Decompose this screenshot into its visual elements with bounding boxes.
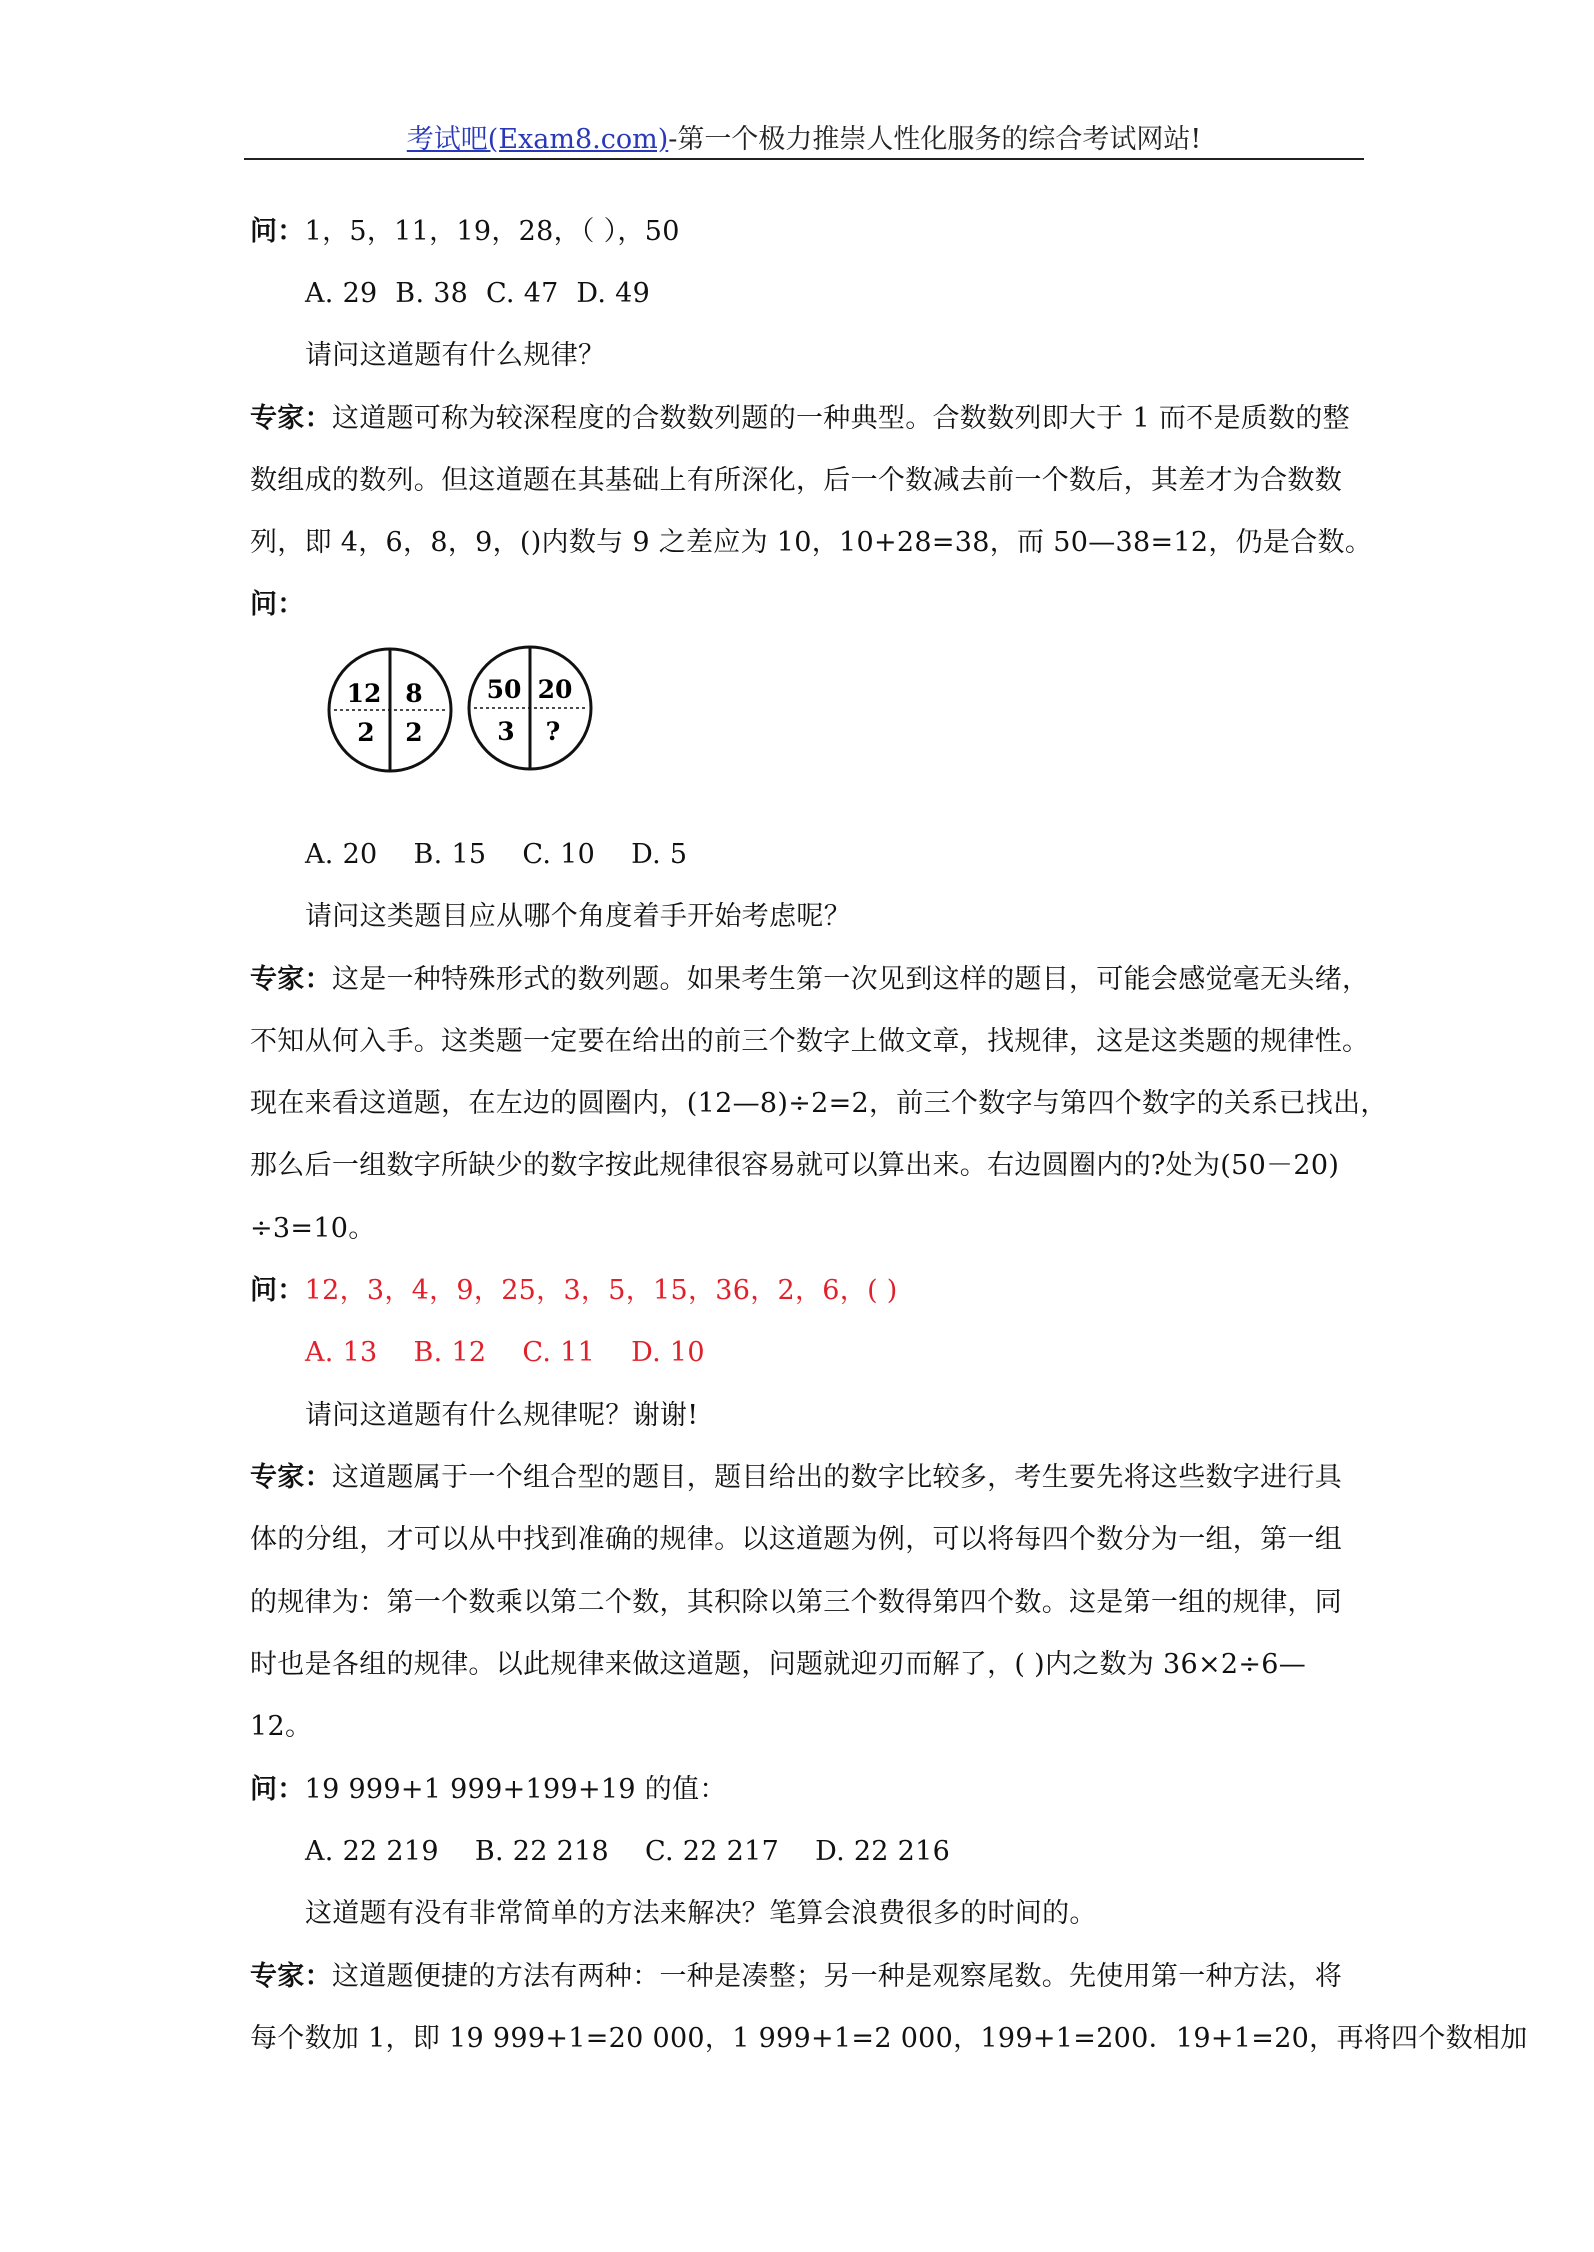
right-circle-bottom-left: 3 [497,717,515,746]
right-circle-top-right: 20 [537,675,573,704]
left-circle-bottom-left: 2 [357,718,375,747]
q3-options [305,1333,1415,1373]
q3-question [250,1271,1360,1311]
q2-expert-line-5: ÷3=10。 [250,1213,376,1244]
q2-question [250,585,1360,625]
q2-option-c: C. 10 [522,839,596,870]
q1-label: 问： [250,216,305,247]
circle-puzzle-figure [322,640,602,780]
site-tagline: -第一个极力推崇人性化服务的综合考试网站! [668,124,1202,155]
q1-expert-line-2: 数组成的数列。但这道题在其基础上有所深化，后一个数减去前一个数后，其差才为合数数 [250,465,1342,496]
q3-expert-text-1: 这道题属于一个组合型的题目，题目给出的数字比较多，考生要先将这些数字进行具 [331,1462,1343,1493]
q4-ask: 这道题有没有非常简单的方法来解决？笔算会浪费很多的时间的。 [305,1898,1097,1929]
q1-question [250,212,1360,252]
q2-options [305,835,1415,875]
right-circle-top-left: 50 [486,675,522,704]
q2-ask: 请问这类题目应从哪个角度着手开始考虑呢？ [305,901,851,932]
q3-option-c: C. 11 [522,1337,596,1368]
q3-option-d: D. 10 [631,1337,705,1368]
q4-expert-line-2: 每个数加 1，即 19 999+1=20 000，1 999+1=2 000，199+1=200．19+1=20，再将四个数相加 [250,2023,1528,2054]
q2-expert-text-1: 这是一种特殊形式的数列题。如果考生第一次见到这样的题目，可能会感觉毫无头绪， [331,964,1370,995]
q4-expert-label: 专家： [250,1961,332,1992]
left-circle-top-right: 8 [405,679,423,708]
q4-option-b: B. 22 218 [474,1836,610,1867]
q2-expert-line-3: 现在来看这道题，在左边的圆圈内，(12—8)÷2=2，前三个数字与第四个数字的关系已找出， [250,1088,1388,1119]
q1-text: 1，5，11，19，28，（ ），50 [304,216,680,247]
q1-expert-text-1: 这道题可称为较深程度的合数数列题的一种典型。合数数列即大于 1 而不是质数的整 [331,403,1350,434]
q2-option-d: D. 5 [631,839,688,870]
q2-expert-label: 专家： [250,964,332,995]
q4-question [250,1770,1360,1810]
q3-expert-line-4: 时也是各组的规律。以此规律来做这道题，问题就迎刃而解了，( )内之数为 36×2÷6— [250,1649,1307,1680]
right-circle [469,647,591,769]
q1-expert-label: 专家： [250,403,332,434]
q1-option-c: C. 47 [485,278,559,309]
q1-ask: 请问这道题有什么规律？ [305,340,606,371]
q2-expert-line-2: 不知从何入手。这类题一定要在给出的前三个数字上做文章，找规律，这是这类题的规律性。 [250,1026,1370,1057]
left-circle [329,649,451,771]
q1-option-b: B. 38 [395,278,469,309]
right-circle-bottom-right: ? [545,717,561,746]
q3-option-b: B. 12 [413,1337,487,1368]
q2-expert-line-1 [250,960,1370,1000]
q4-label: 问： [250,1774,305,1805]
q1-options [305,274,1415,314]
q4-expert-text-1: 这道题便捷的方法有两种：一种是凑整；另一种是观察尾数。先使用第一种方法，将 [331,1961,1343,1992]
q3-expert-line-3: 的规律为：第一个数乘以第二个数，其积除以第三个数得第四个数。这是第一组的规律，同 [250,1587,1342,1618]
q3-expert-line-2: 体的分组，才可以从中找到准确的规律。以这道题为例，可以将每四个数分为一组，第一组 [250,1524,1342,1555]
page-header [244,118,1364,162]
left-circle-top-left: 12 [346,679,382,708]
q3-label: 问： [250,1275,305,1306]
q1-option-d: D. 49 [576,278,651,309]
q3-expert-line-1 [250,1458,1360,1498]
q4-expert-line-1 [250,1957,1360,1997]
q2-option-a: A. 20 [305,839,378,870]
q4-text: 19 999+1 999+199+19 的值： [304,1774,727,1805]
q4-option-c: C. 22 217 [645,1836,780,1867]
q1-expert-line-3: 列，即 4，6，8，9，()内数与 9 之差应为 10，10+28=38，而 50—38=12，仍是合数。 [250,527,1373,558]
q3-ask: 请问这道题有什么规律呢？谢谢! [305,1400,699,1431]
q1-option-a: A. 29 [305,278,378,309]
q3-expert-line-5: 12。 [250,1711,313,1742]
header-rule [244,158,1364,160]
q3-text: 12，3，4，9，25，3，5，15，36，2，6，( ) [304,1275,898,1306]
q2-label: 问： [250,589,305,620]
q4-options [305,1832,1415,1872]
left-circle-bottom-right: 2 [405,718,423,747]
q3-expert-label: 专家： [250,1462,332,1493]
q4-option-a: A. 22 219 [305,1836,439,1867]
site-link[interactable]: 考试吧(Exam8.com) [406,124,669,155]
q1-expert-line-1 [250,399,1360,439]
q2-expert-line-4: 那么后一组数字所缺少的数字按此规律很容易就可以算出来。右边圆圈内的?处为(50－20) [250,1150,1340,1181]
q2-option-b: B. 15 [413,839,487,870]
q3-option-a: A. 13 [305,1337,378,1368]
q4-option-d: D. 22 216 [815,1836,951,1867]
